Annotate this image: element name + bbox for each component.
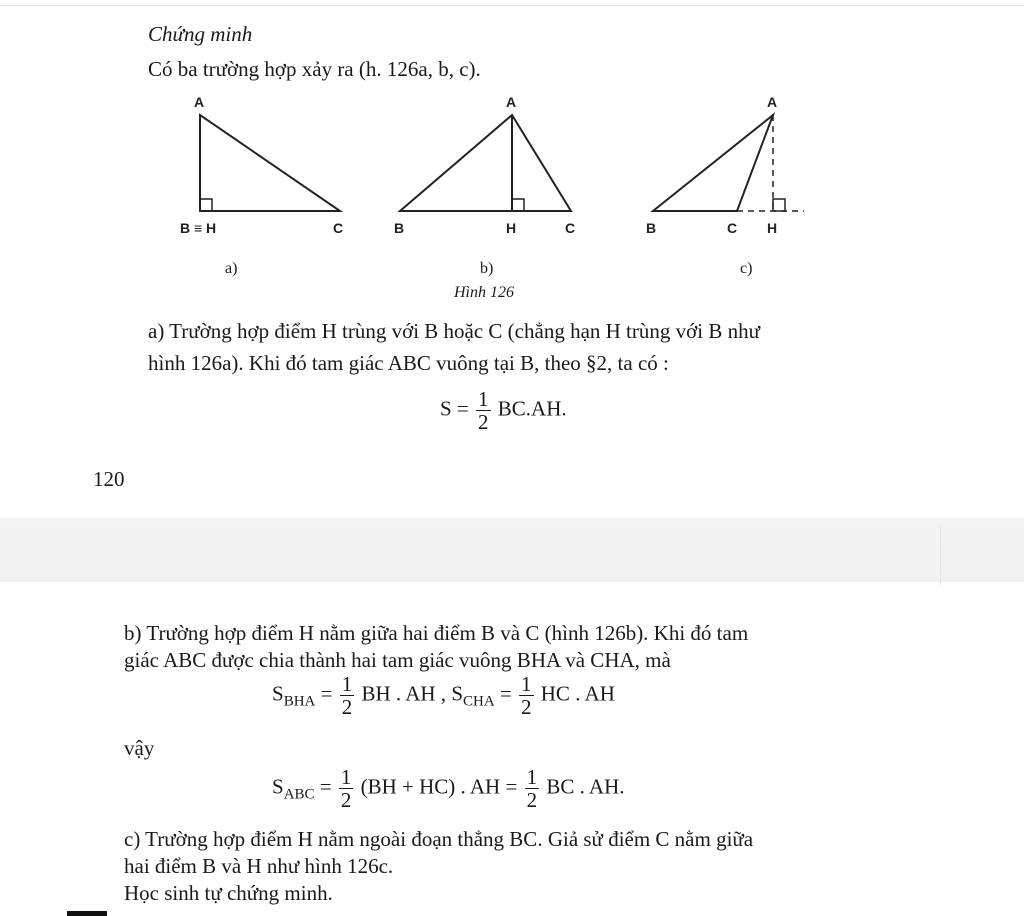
case-a-formula <box>440 388 567 433</box>
formula-b2-frac2 <box>525 766 540 811</box>
formula-b2-frac1 <box>339 766 354 811</box>
page-number: 120 <box>93 467 125 491</box>
figure-126b <box>394 94 575 236</box>
fig-c-label-h: H <box>767 220 778 236</box>
formula-a-num: 1 <box>478 387 489 411</box>
figure-title: Hình 126 <box>454 284 514 301</box>
case-b-formula1 <box>272 673 615 718</box>
case-c-line2: hai điểm B và H như hình 126c. <box>124 854 394 878</box>
formula-b1-frac1 <box>340 673 355 718</box>
page-break-edge <box>940 525 941 585</box>
formula-b2-rhs: BC . AH. <box>546 774 625 799</box>
proof-heading: Chứng minh <box>148 22 253 46</box>
formula-b1-num1: 1 <box>341 672 353 696</box>
case-c-line1: c) Trường hợp điểm H nằm ngoài đoạn thẳng BC. Giả sử điểm C nằm giữa <box>124 827 754 851</box>
formula-b1-den2: 2 <box>521 695 532 719</box>
formula-b2-s-sub: ABC <box>283 786 315 803</box>
formula-b2-eq: = <box>314 774 332 799</box>
figure-126c <box>646 94 804 236</box>
bottom-mark <box>67 911 107 916</box>
fig-b-label-b: B <box>394 220 405 236</box>
formula-b1-den1: 2 <box>341 695 353 719</box>
figure-126a <box>180 94 343 236</box>
formula-b2-num1: 1 <box>340 765 352 789</box>
intro-text: Có ba trường hợp xảy ra (h. 126a, b, c). <box>148 57 481 81</box>
case-b-formula2 <box>272 766 625 811</box>
formula-b1-s2: S <box>451 681 463 706</box>
formula-b1-s1-sub: BHA <box>283 693 316 710</box>
formula-a-den: 2 <box>478 410 489 434</box>
formula-b1-rhs2: HC . AH <box>540 681 615 706</box>
case-a-line2: hình 126a). Khi đó tam giác ABC vuông tại B, theo §2, ta có : <box>148 351 669 375</box>
caption-a: a) <box>225 260 238 277</box>
page-break <box>0 518 1024 582</box>
formula-b1-num2: 1 <box>521 672 532 696</box>
formula-b1-rhs1: BH . AH , <box>361 681 447 706</box>
top-divider <box>0 5 1024 6</box>
fig-b-label-h: H <box>506 220 517 236</box>
caption-c: c) <box>740 260 753 277</box>
formula-b1-eq1: = <box>315 681 333 706</box>
figure-126 <box>0 85 1024 305</box>
fig-c-label-b: B <box>646 220 657 236</box>
formula-b2-mid: (BH + HC) . AH = <box>360 774 518 799</box>
fig-c-label-a: A <box>767 94 778 110</box>
caption-b: b) <box>480 260 494 277</box>
case-a-line1: a) Trường hợp điểm H trùng với B hoặc C (chẳng hạn H trùng với B như <box>148 319 760 343</box>
formula-b2-num2: 1 <box>526 765 538 789</box>
formula-b1-s2-sub: CHA <box>463 693 495 710</box>
case-b-line1: b) Trường hợp điểm H nằm giữa hai điểm B và C (hình 126b). Khi đó tam <box>124 621 749 645</box>
so-word: vậy <box>124 736 155 760</box>
formula-b1-frac2 <box>519 673 534 718</box>
fig-c-label-c: C <box>727 220 738 236</box>
formula-b1-eq2: = <box>494 681 512 706</box>
fig-a-label-c: C <box>333 220 344 236</box>
case-c-line3: Học sinh tự chứng minh. <box>124 881 333 905</box>
fig-a-label-a: A <box>194 94 205 110</box>
fig-a-label-bh: B ≡ H <box>180 220 217 236</box>
fig-b-label-c: C <box>565 220 576 236</box>
formula-b1-s1: S <box>272 681 284 706</box>
case-b-line2: giác ABC được chia thành hai tam giác vuông BHA và CHA, mà <box>124 648 671 672</box>
formula-b2-den1: 2 <box>340 788 352 812</box>
formula-a-fraction <box>476 388 491 433</box>
formula-b2-den2: 2 <box>526 788 538 812</box>
formula-a-rhs: BC.AH. <box>497 396 567 421</box>
formula-a-lhs: S = <box>440 396 469 421</box>
fig-b-label-a: A <box>506 94 517 110</box>
formula-b2-s: S <box>272 774 284 799</box>
